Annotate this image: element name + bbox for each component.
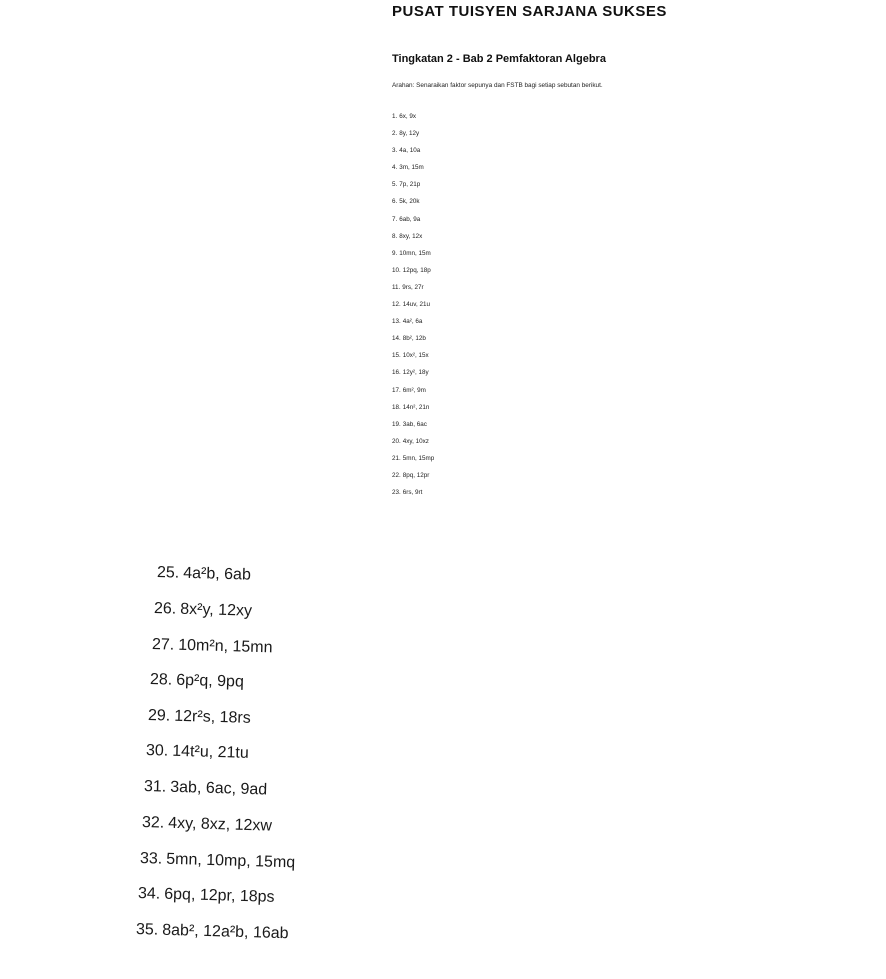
photo-question-number: 30.: [145, 742, 169, 760]
question-item: [392, 180, 434, 197]
question-item: [392, 232, 434, 249]
instruction-text: Arahan: Senaraikan faktor sepunya dan FSTB bagi setiap sebutan berikut.: [392, 82, 603, 89]
question-item: [392, 386, 434, 403]
photo-question-number: 29.: [147, 707, 171, 725]
photo-question-item: [146, 741, 249, 764]
question-number: 15.: [392, 352, 401, 360]
photo-question-terms: 4a²b, 6ab: [183, 564, 252, 584]
question-terms: 8b², 12b: [402, 335, 426, 343]
question-terms: 5k, 20k: [399, 198, 420, 206]
question-item: [392, 334, 434, 351]
question-item: [392, 146, 434, 163]
question-item: [392, 454, 434, 471]
question-terms: 8pq, 12pr: [402, 471, 430, 479]
question-number: 7.: [392, 215, 398, 223]
question-item: [392, 112, 434, 129]
question-number: 16.: [392, 369, 401, 377]
photo-question-item: [148, 706, 251, 729]
question-item: [392, 283, 434, 300]
question-terms: 6rs, 9rt: [402, 489, 423, 497]
photo-question-number: 33.: [139, 850, 163, 868]
school-name: PUSAT TUISYEN SARJANA SUKSES: [392, 3, 667, 20]
photo-question-number: 25.: [156, 564, 180, 582]
question-number: 20.: [392, 437, 401, 445]
question-number: 2.: [392, 130, 398, 138]
question-item: [392, 368, 434, 385]
photo-question-item: [142, 813, 273, 837]
question-item: [392, 403, 434, 420]
photo-question-item: [152, 635, 273, 658]
question-item: [392, 129, 434, 146]
question-list: [392, 112, 434, 505]
question-item: [392, 300, 434, 317]
question-number: 17.: [392, 386, 401, 394]
question-item: [392, 249, 434, 266]
photo-page: [0, 540, 886, 979]
question-number: 19.: [392, 420, 401, 428]
photo-question-item: [138, 884, 275, 908]
photo-question-item: [154, 599, 253, 622]
photo-question-number: 32.: [141, 814, 165, 832]
photo-question-terms: 8ab², 12a²b, 16ab: [162, 921, 289, 943]
question-number: 5.: [392, 181, 398, 189]
photo-question-item: [150, 670, 244, 693]
question-terms: 5mn, 15mp: [402, 454, 435, 462]
question-number: 11.: [392, 283, 401, 291]
question-terms: 12y², 18y: [402, 369, 429, 377]
question-terms: 14n², 21n: [402, 403, 430, 411]
question-number: 8.: [392, 232, 398, 240]
question-terms: 10x², 15x: [402, 352, 429, 360]
question-number: 23.: [392, 489, 401, 497]
photo-question-terms: 5mn, 10mp, 15mq: [166, 850, 296, 872]
question-number: 3.: [392, 147, 398, 155]
question-number: 6.: [392, 198, 398, 206]
question-terms: 3ab, 6ac: [402, 420, 427, 428]
question-terms: 4a², 6a: [402, 318, 423, 326]
question-number: 21.: [392, 454, 401, 462]
question-item: [392, 471, 434, 488]
question-terms: 10mn, 15m: [399, 249, 431, 257]
question-number: 14.: [392, 335, 401, 343]
photo-question-number: 28.: [149, 671, 173, 689]
photo-question-terms: 6pq, 12pr, 18ps: [164, 885, 275, 906]
question-number: 9.: [392, 249, 398, 257]
photo-question-terms: 6p²q, 9pq: [176, 671, 245, 691]
question-item: [392, 163, 434, 180]
photo-question-number: 35.: [135, 921, 159, 939]
question-item: [392, 488, 434, 505]
photo-question-terms: 14t²u, 21tu: [172, 742, 249, 762]
question-number: 22.: [392, 471, 401, 479]
question-item: [392, 197, 434, 214]
question-terms: 7p, 21p: [399, 181, 421, 189]
question-item: [392, 420, 434, 437]
question-number: 18.: [392, 403, 401, 411]
photo-question-terms: 8x²y, 12xy: [180, 600, 253, 620]
question-number: 10.: [392, 266, 401, 274]
question-terms: 8xy, 12x: [399, 232, 423, 240]
question-item: [392, 437, 434, 454]
question-item: [392, 215, 434, 232]
question-number: 13.: [392, 318, 401, 326]
question-number: 12.: [392, 301, 401, 309]
question-terms: 6x, 9x: [399, 113, 417, 120]
question-number: 1.: [392, 113, 398, 120]
photo-question-number: 31.: [143, 778, 167, 796]
photo-question-terms: 10m²n, 15mn: [178, 636, 273, 657]
question-terms: 4a, 10a: [399, 147, 421, 155]
question-item: [392, 317, 434, 334]
question-terms: 3m, 15m: [399, 164, 424, 172]
question-item: [392, 266, 434, 283]
photo-question-number: 26.: [153, 600, 177, 618]
question-terms: 14uv, 21u: [402, 301, 430, 309]
photo-question-terms: 12r²s, 18rs: [174, 707, 251, 727]
question-terms: 6ab, 9a: [399, 215, 421, 223]
photo-question-terms: 4xy, 8xz, 12xw: [168, 814, 273, 835]
photo-question-number: 34.: [137, 885, 161, 903]
question-terms: 4xy, 10xz: [402, 437, 429, 445]
photo-question-item: [136, 920, 289, 944]
question-terms: 9rs, 27r: [402, 283, 424, 291]
photo-question-item: [144, 777, 268, 800]
question-terms: 8y, 12y: [399, 130, 420, 138]
photo-question-number: 27.: [151, 636, 175, 654]
question-number: 4.: [392, 164, 398, 172]
question-terms: 12pq, 18p: [402, 266, 431, 274]
photo-question-item: [140, 849, 296, 873]
worksheet-title: Tingkatan 2 - Bab 2 Pemfaktoran Algebra: [392, 53, 606, 65]
question-item: [392, 351, 434, 368]
photo-question-item: [157, 563, 251, 586]
photo-question-terms: 3ab, 6ac, 9ad: [170, 778, 268, 799]
question-terms: 6m², 9m: [402, 386, 426, 394]
